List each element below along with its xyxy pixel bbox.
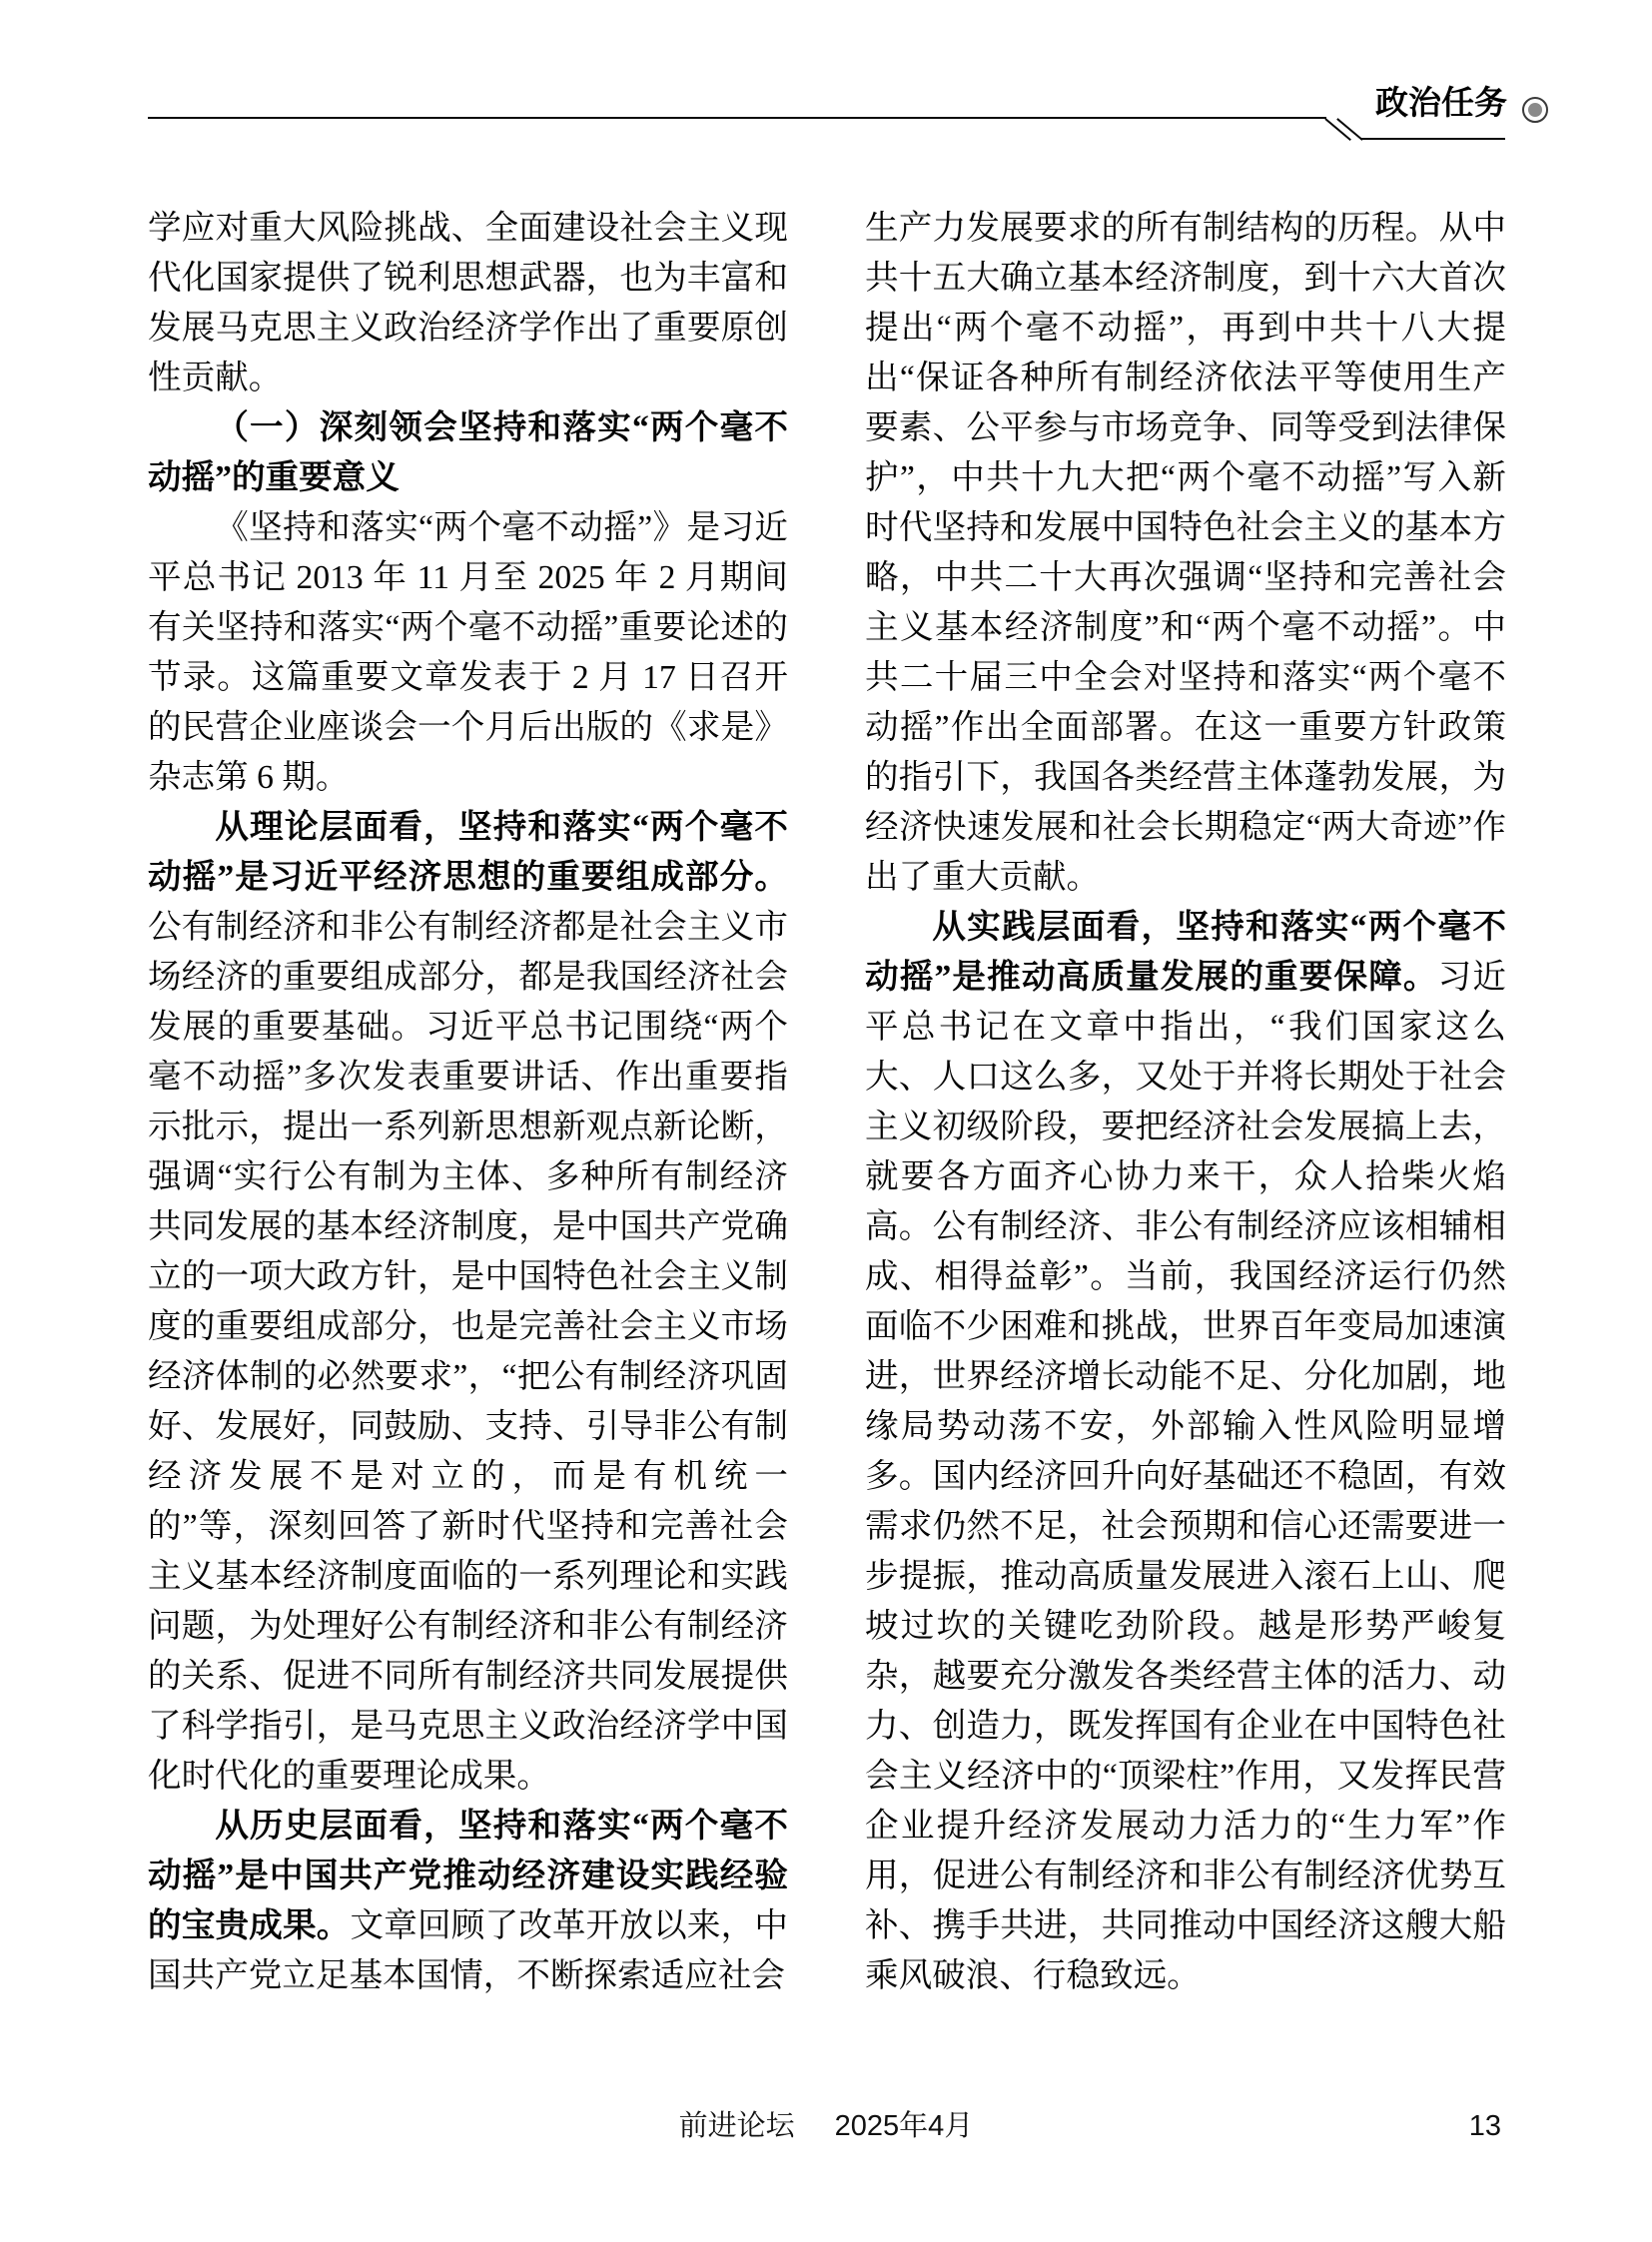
right-column xyxy=(865,204,1506,2001)
text-segment: 生产力发展要求的所有制结构的历程。从中共十五大确立基本经济制度，到十六大首次提出“两个毫不动摇”，再到中共十八大提出“保证各种所有制经济依法平等使用生产要素、公平参与市场竞争、同等受到法律保护”，中共十九大把“两个毫不动摇”写入新时代坚持和发展中国特色社会主义的基本方略，中共二十大再次强调“坚持和完善社会主义基本经济制度”和“两个毫不动摇”。中共二十届三中全会对坚持和落实“两个毫不动摇”作出全面部署。在这一重要方针政策的指引下，我国各类经营主体蓬勃发展，为经济快速发展和社会长期稳定“两大奇迹”作出了重大贡献。 xyxy=(865,210,1506,896)
paragraph xyxy=(865,204,1506,903)
section-title: 政治任务 xyxy=(1375,86,1507,122)
bold-text-segment: 从历史层面看，坚持和落实“两个毫不动摇”是中国共产党推动经济建设实践经验的宝贵成果。 xyxy=(148,1808,788,1944)
journal-name: 前进论坛 xyxy=(678,2110,795,2142)
bold-text-segment: 从理论层面看，坚持和落实“两个毫不动摇”是习近平经济思想的重要组成部分。 xyxy=(148,809,788,896)
bullet-circle-icon xyxy=(1522,97,1548,123)
page-number: 13 xyxy=(1468,2110,1501,2142)
issue-date: 2025年4月 xyxy=(834,2110,974,2142)
text-segment: 学应对重大风险挑战、全面建设社会主义现代化国家提供了锐利思想武器，也为丰富和发展马克思主义政治经济学作出了重要原创性贡献。 xyxy=(148,210,788,396)
text-segment: 公有制经济和非公有制经济都是社会主义市场经济的重要组成部分，都是我国经济社会发展的重要基础。习近平总书记围绕“两个毫不动摇”多次发表重要讲话、作出重要指示批示，提出一系列新思想新观点新论断，强调“实行公有制为主体、多种所有制经济共同发展的基本经济制度，是中国共产党确立的一项大政方针，是中国特色社会主义制度的重要组成部分，也是完善社会主义市场经济体制的必然要求”，“把公有制经济巩固好、发展好，同鼓励、支持、引导非公有制经济发展不是对立的，而是有机统一的”等，深刻回答了新时代坚持和完善社会主义基本经济制度面临的一系列理论和实践问题，为处理好公有制经济和非公有制经济的关系、促进不同所有制经济共同发展提供了科学指引，是马克思主义政治经济学中国化时代化的重要理论成果。 xyxy=(148,909,788,1795)
left-column xyxy=(148,204,788,2001)
page-footer xyxy=(0,2109,1652,2143)
paragraph xyxy=(148,803,788,1802)
bold-text-segment: 从实践层面看，坚持和落实“两个毫不动摇”是推动高质量发展的重要保障。 xyxy=(865,909,1506,996)
paragraph xyxy=(148,204,788,403)
header-diagonal-line xyxy=(1324,118,1351,141)
paragraph xyxy=(148,1802,788,2001)
header-rule xyxy=(148,117,1326,119)
bullet-circle-dot xyxy=(1528,103,1542,117)
text-segment: 文章回顾了改革开放以来，中国共产党立足基本国情，不断探索适应社会 xyxy=(148,1907,788,1994)
paragraph xyxy=(148,403,788,503)
bold-text-segment: （一）深刻领会坚持和落实“两个毫不动摇”的重要意义 xyxy=(148,409,788,496)
paragraph xyxy=(148,503,788,803)
text-segment: 《坚持和落实“两个毫不动摇”》是习近平总书记 2013 年 11 月至 2025 年 2 月期间有关坚持和落实“两个毫不动摇”重要论述的节录。这篇重要文章发表于 2 月 17 日召开的民营企业座谈会一个月后出版的《求是》杂志第 6 期。 xyxy=(148,509,788,796)
header-sub-rule xyxy=(1360,138,1505,140)
header-diagonal-line-2 xyxy=(1337,118,1363,140)
text-segment: 习近平总书记在文章中指出，“我们国家这么大、人口这么多，又处于并将长期处于社会主义初级阶段，要把经济社会发展搞上去，就要各方面齐心协力来干，众人拾柴火焰高。公有制经济、非公有制经济应该相辅相成、相得益彰”。当前，我国经济运行仍然面临不少困难和挑战，世界百年变局加速演进，世界经济增长动能不足、分化加剧，地缘局势动荡不安，外部输入性风险明显增多。国内经济回升向好基础还不稳固，有效需求仍然不足，社会预期和信心还需要进一步提振，推动高质量发展进入滚石上山、爬坡过坎的关键吃劲阶段。越是形势严峻复杂，越要充分激发各类经营主体的活力、动力、创造力，既发挥国有企业在中国特色社会主义经济中的“顶梁柱”作用，又发挥民营企业提升经济发展动力活力的“生力军”作用，促进公有制经济和非公有制经济优势互补、携手共进，共同推动中国经济这艘大船乘风破浪、行稳致远。 xyxy=(865,959,1506,1994)
paragraph xyxy=(865,903,1506,2001)
